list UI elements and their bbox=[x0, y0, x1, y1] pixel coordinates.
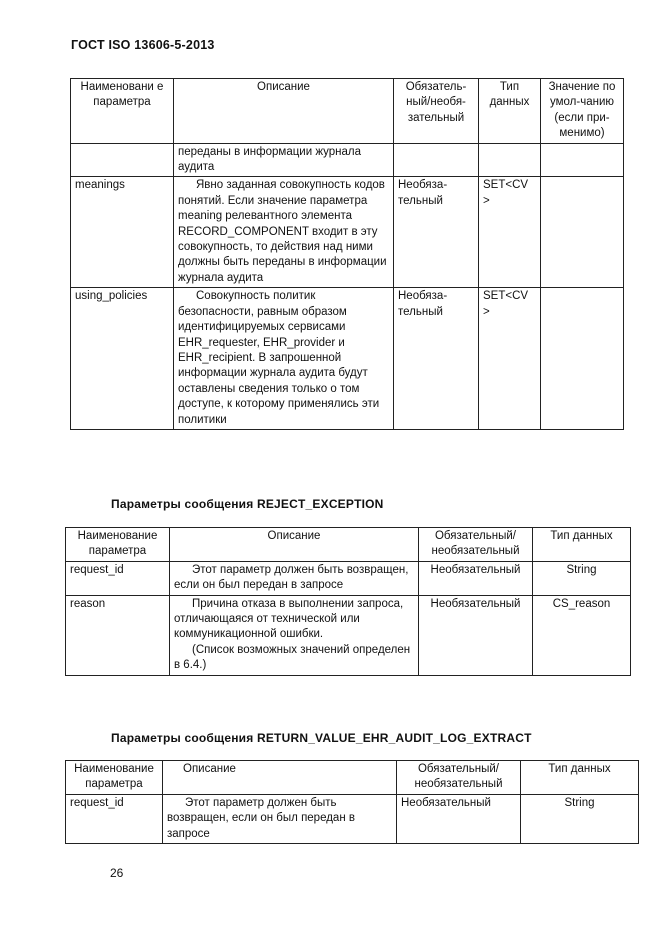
column-header-type: Тип данных bbox=[533, 528, 631, 562]
param-name bbox=[71, 143, 174, 177]
param-default bbox=[541, 177, 624, 288]
table-row bbox=[71, 143, 624, 177]
param-type: CS_reason bbox=[533, 595, 631, 675]
table-header-row bbox=[66, 528, 631, 562]
param-required: Необязательный bbox=[397, 794, 521, 843]
table-header-row bbox=[71, 79, 624, 144]
param-name: request_id bbox=[66, 794, 163, 843]
param-type: String bbox=[521, 794, 639, 843]
table-row bbox=[66, 595, 631, 675]
param-description: Этот параметр должен быть возвращен, если он был передан в запросе bbox=[163, 794, 397, 843]
param-description: Явно заданная совокупность кодов понятий. Если значение параметра meaning релевантного элемента RECORD_COMPONENT входит в эту совокупность, то действия над ними должны быть переданы в информации журнала аудита bbox=[174, 177, 394, 288]
param-description: Совокупность политик безопасности, равным образом идентифицируемых сервисами EHR_requester, EHR_provider и EHR_recipient. В запрошенной информации журнала аудита будут оставлены сведения только о том доступе, к которому применялись эти политики bbox=[174, 288, 394, 430]
table-row bbox=[71, 288, 624, 430]
param-name: request_id bbox=[66, 561, 170, 595]
return-value-table bbox=[65, 760, 639, 844]
column-header-name: Наименование параметра bbox=[66, 761, 163, 795]
param-description: Причина отказа в выполнении запроса, отличающаяся от технической или коммуникационной ошибки. bbox=[174, 597, 404, 641]
param-required: Необяза-тельный bbox=[394, 177, 479, 288]
param-name: reason bbox=[66, 595, 170, 675]
param-default bbox=[541, 143, 624, 177]
param-description: переданы в информации журнала аудита bbox=[174, 143, 394, 177]
column-header-name: Наименовани е параметра bbox=[71, 79, 174, 144]
param-required: Необязательный bbox=[419, 561, 533, 595]
table-header-row bbox=[66, 761, 639, 795]
param-type bbox=[479, 143, 541, 177]
column-header-type: Тип данных bbox=[521, 761, 639, 795]
param-type: SET<CV > bbox=[479, 288, 541, 430]
param-note: (Список возможных значений определен в 6.4.) bbox=[174, 643, 411, 672]
parameters-table-continued bbox=[70, 78, 624, 430]
table-row bbox=[66, 794, 639, 843]
param-default bbox=[541, 288, 624, 430]
column-header-default: Значение по умол-чанию (если при-менимо) bbox=[541, 79, 624, 144]
document-header: ГОСТ ISO 13606-5-2013 bbox=[71, 38, 215, 52]
column-header-description: Описание bbox=[174, 79, 394, 144]
param-description-cell bbox=[170, 595, 419, 675]
param-required bbox=[394, 143, 479, 177]
param-required: Необяза-тельный bbox=[394, 288, 479, 430]
column-header-description: Описание bbox=[163, 761, 397, 795]
param-name: using_policies bbox=[71, 288, 174, 430]
param-type: String bbox=[533, 561, 631, 595]
table-row bbox=[71, 177, 624, 288]
param-required: Необязательный bbox=[419, 595, 533, 675]
table-row bbox=[66, 561, 631, 595]
page-number: 26 bbox=[110, 866, 124, 880]
column-header-required: Обязатель-ный/необя-зательный bbox=[394, 79, 479, 144]
reject-exception-table bbox=[65, 527, 631, 676]
section-title-return-value: Параметры сообщения RETURN_VALUE_EHR_AUDIT_LOG_EXTRACT bbox=[111, 731, 532, 745]
param-type: SET<CV > bbox=[479, 177, 541, 288]
column-header-name: Наименование параметра bbox=[66, 528, 170, 562]
param-description: Этот параметр должен быть возвращен, если он был передан в запросе bbox=[170, 561, 419, 595]
param-name: meanings bbox=[71, 177, 174, 288]
column-header-required: Обязательный/ необязательный bbox=[419, 528, 533, 562]
column-header-description: Описание bbox=[170, 528, 419, 562]
section-title-reject-exception: Параметры сообщения REJECT_EXCEPTION bbox=[111, 497, 384, 511]
column-header-type: Тип данных bbox=[479, 79, 541, 144]
column-header-required: Обязательный/ необязательный bbox=[397, 761, 521, 795]
